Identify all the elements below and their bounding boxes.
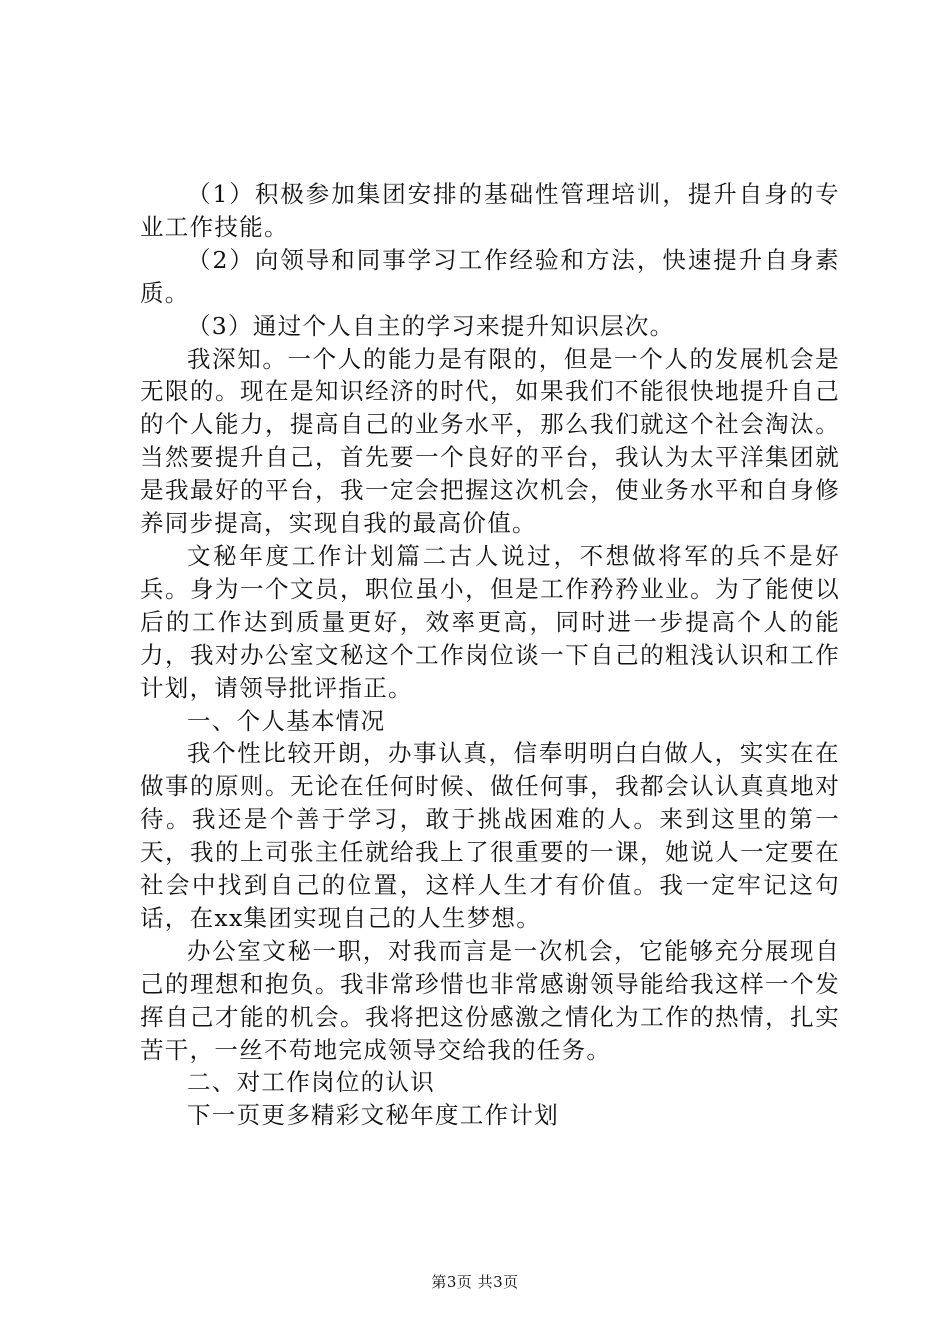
paragraph-personality: 我个性比较开朗，办事认真，信奉明明白白做人，实实在在做事的原则。无论在任何时候、做任何事，我都会认认真真地对待。我还是个善于学习，敢于挑战困难的人。来到这里的第一天，我的上司张主任就给我上了很重要的一课，她说人一定要在社会中找到自己的位置，这样人生才有价值。我一定牢记这句话，在xx集团实现自己的人生梦想。 [140, 739, 840, 932]
page-footer [0, 1272, 950, 1292]
section-heading-position: 二、对工作岗位的认识 [187, 1068, 435, 1097]
section-heading-personal: 一、个人基本情况 [187, 706, 386, 735]
paragraph-plan-two-intro: 文秘年度工作计划篇二古人说过，不想做将军的兵不是好兵。身为一个文员，职位虽小，但是工作矜矜业业。为了能使以后的工作达到质量更好，效率更高，同时进一步提高个人的能力，我对办公室文秘这个工作岗位谈一下自己的粗浅认识和工作计划，请领导批评指正。 [140, 541, 840, 702]
next-page-text: 下一页更多精彩文秘年度工作计划 [187, 1101, 559, 1130]
document-body [140, 178, 840, 1132]
paragraph-opportunity: 办公室文秘一职，对我而言是一次机会，它能够充分展现自己的理想和抱负。我非常珍惜也非常感谢领导能给我这样一个发挥自己才能的机会。我将把这份感激之情化为工作的热情，扎实苦干，一丝不苟地完成领导交给我的任务。 [140, 936, 840, 1064]
paragraph-awareness: 我深知。一个人的能力是有限的，但是一个人的发展机会是无限的。现在是知识经济的时代，如果我们不能很快地提升自己的个人能力，提高自己的业务水平，那么我们就这个社会淘汰。当然要提升自己，首先要一个良好的平台，我认为太平洋集团就是我最好的平台，我一定会把握这次机会，使业务水平和自身修养同步提高，实现自我的最高价值。 [140, 344, 840, 538]
paragraph-training: （1）积极参加集团安排的基础性管理培训，提升自身的专业工作技能。 [140, 180, 840, 241]
page-number: 第3页 共3页 [431, 1273, 519, 1291]
paragraph-self-study: （3）通过个人自主的学习来提升知识层次。 [187, 311, 675, 340]
paragraph-learning: （2）向领导和同事学习工作经验和方法，快速提升自身素质。 [140, 245, 840, 307]
